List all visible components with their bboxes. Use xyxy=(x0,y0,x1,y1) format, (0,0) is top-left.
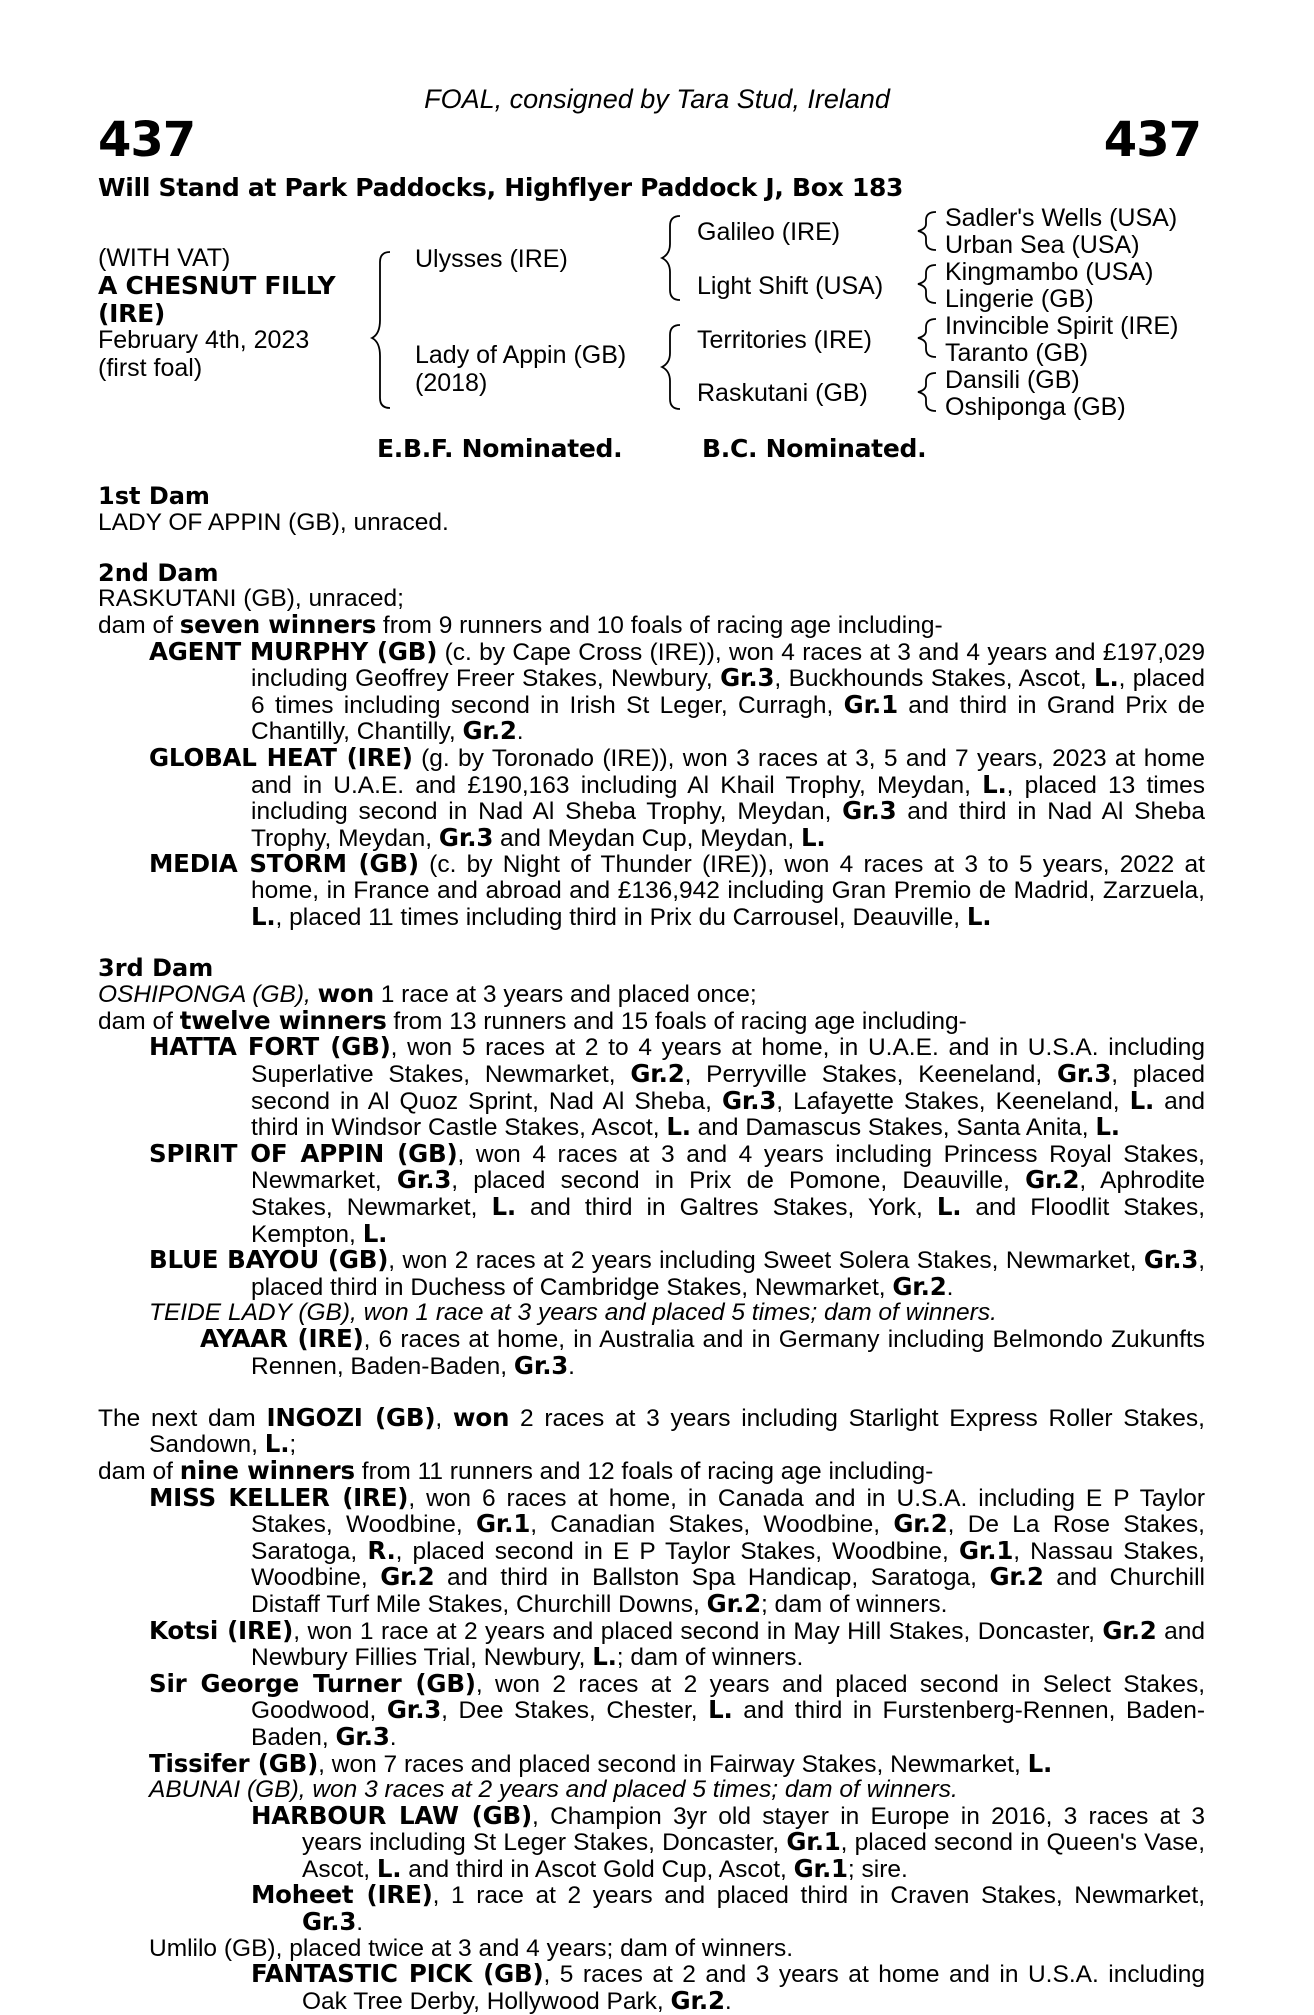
lot-number-right: 437 xyxy=(1103,112,1201,168)
progeny-ayaar: AYAAR (IRE), 6 races at home, in Australia and in Germany including Belmondo Zukunfts Rennen, Baden-Baden, Gr.3. xyxy=(200,1324,1205,1380)
ebf-nomination: E.B.F. Nominated. xyxy=(377,434,623,463)
progeny-kotsi: Kotsi (IRE), won 1 race at 2 years and placed second in May Hill Stakes, Doncaster, Gr.2 and Newbury Fillies Trial, Newbury, L.; dam of winners. xyxy=(149,1615,1205,1672)
horse-name: MEDIA STORM (GB) xyxy=(149,849,419,879)
horse-name: SPIRIT OF APPIN (GB) xyxy=(149,1138,458,1168)
horse-name: BLUE BAYOU (GB) xyxy=(149,1245,389,1275)
next-dam-line: The next dam INGOZI (GB), won 2 races at 3 years including Starlight Express Roller Stakes, Sandown, L.; xyxy=(98,1402,1205,1459)
pedigree-gg-3: Kingmambo (USA) xyxy=(945,258,1154,286)
second-dam-heading: 2nd Dam xyxy=(98,558,219,587)
progeny-fantastic-pick: FANTASTIC PICK (GB), 5 races at 2 and 3 years at home and in U.S.A. including Oak Tree Derby, Hollywood Park, Gr.2. xyxy=(251,1959,1205,2015)
pedigree-sire: Ulysses (IRE) xyxy=(415,245,568,273)
second-dam-produce-summary: dam of seven winners from 9 runners and 10 foals of racing age including- xyxy=(98,609,943,639)
pedigree-gg-6: Taranto (GB) xyxy=(945,339,1089,367)
consignment-line: FOAL, consigned by Tara Stud, Ireland xyxy=(424,84,890,114)
second-dam-line: RASKUTANI (GB), unraced; xyxy=(98,585,404,613)
horse-vat: (WITH VAT) xyxy=(98,244,231,272)
catalogue-body xyxy=(98,484,1205,2014)
horse-name: Tissifer (GB) xyxy=(149,1748,319,1778)
horse-name: Kotsi (IRE) xyxy=(149,1615,294,1645)
pedigree-dam: Lady of Appin (GB) xyxy=(415,341,627,369)
pedigree-dam-dam: Raskutani (GB) xyxy=(697,379,868,407)
progeny-spirit-of-appin: SPIRIT OF APPIN (GB), won 4 races at 3 and 4 years including Princess Royal Stakes, Newmarket, Gr.3, placed second in Prix de Pomone, Deauville, Gr.2, Aphrodite Stakes, Newmarket, L. and third in Galtres Stakes, York, L. and Floodlit Stakes, Kempton, L. xyxy=(149,1138,1206,1248)
horse-name: AYAAR (IRE) xyxy=(200,1324,364,1353)
pedigree-gg-5: Invincible Spirit (IRE) xyxy=(945,312,1179,340)
horse-name: HATTA FORT (GB) xyxy=(149,1032,391,1062)
third-dam-heading: 3rd Dam xyxy=(98,953,214,982)
pedigree-dam-sire: Territories (IRE) xyxy=(697,326,873,354)
bc-nomination: B.C. Nominated. xyxy=(702,434,927,463)
stand-location: Will Stand at Park Paddocks, Highflyer Paddock J, Box 183 xyxy=(98,173,904,202)
pedigree-sire-dam: Light Shift (USA) xyxy=(697,272,884,300)
progeny-hatta-fort: HATTA FORT (GB), won 5 races at 2 to 4 years at home, in U.A.E. and in U.S.A. including Superlative Stakes, Newmarket, Gr.2, Perryville Stakes, Keeneland, Gr.3, placed second in Al Quoz Sprint, Nad Al Sheba, Gr.3, Lafayette Stakes, Keeneland, L. and third in Windsor Castle Stakes, Ascot, L. and Damascus Stakes, Santa Anita, L. xyxy=(149,1032,1206,1142)
progeny-moheet: Moheet (IRE), 1 race at 2 years and placed third in Craven Stakes, Newmarket, Gr.3. xyxy=(251,1880,1205,1937)
horse-foaling-date: February 4th, 2023 xyxy=(98,326,310,354)
progeny-teide-lady: TEIDE LADY (GB), won 1 race at 3 years and placed 5 times; dam of winners. xyxy=(149,1299,997,1327)
pedigree-sire-sire: Galileo (IRE) xyxy=(697,218,841,246)
progeny-sir-george-turner: Sir George Turner (GB), won 2 races at 2 years and placed second in Select Stakes, Goodwood, Gr.3, Dee Stakes, Chester, L. and third in Furstenberg-Rennen, Baden-Baden, Gr.3. xyxy=(149,1668,1206,1751)
progeny-agent-murphy: AGENT MURPHY (GB) (c. by Cape Cross (IRE)), won 4 races at 3 and 4 years and £197,029 including Geoffrey Freer Stakes, Newbury, Gr.3, Buckhounds Stakes, Ascot, L., placed 6 times including second in Irish St Leger, Curragh, Gr.1 and third in Grand Prix de Chantilly, Chantilly, Gr.2. xyxy=(149,636,1206,746)
first-dam-heading: 1st Dam xyxy=(98,482,210,510)
horse-name: Sir George Turner (GB) xyxy=(149,1668,476,1698)
progeny-media-storm: MEDIA STORM (GB) (c. by Night of Thunder (IRE)), won 4 races at 3 to 5 years, 2022 at home, in France and abroad and £136,942 including Gran Premio de Madrid, Zarzuela, L., placed 11 times including third in Prix du Carrousel, Deauville, L. xyxy=(149,849,1205,931)
next-dam-produce-summary: dam of nine winners from 11 runners and 12 foals of racing age including- xyxy=(98,1455,934,1485)
third-dam-produce-summary: dam of twelve winners from 13 runners and 15 foals of racing age including- xyxy=(98,1005,967,1035)
horse-description: A CHESNUT FILLY xyxy=(98,271,336,300)
third-dam-line: OSHIPONGA (GB), won 1 race at 3 years and placed once; xyxy=(98,979,757,1009)
horse-name: HARBOUR LAW (GB) xyxy=(251,1800,533,1830)
horse-name: GLOBAL HEAT (IRE) xyxy=(149,742,413,772)
horse-note: (first foal) xyxy=(98,354,203,382)
progeny-harbour-law: HARBOUR LAW (GB), Champion 3yr old stayer in Europe in 2016, 3 races at 3 years including St Leger Stakes, Doncaster, Gr.1, placed second in Queen's Vase, Ascot, L. and third in Ascot Gold Cup, Ascot, Gr.1; sire. xyxy=(251,1800,1205,1883)
progeny-miss-keller: MISS KELLER (IRE), won 6 races at home, in Canada and in U.S.A. including E P Taylor Stakes, Woodbine, Gr.1, Canadian Stakes, Woodbine, Gr.2, De La Rose Stakes, Saratoga, R., placed second in E P Taylor Stakes, Woodbine, Gr.1, Nassau Stakes, Woodbine, Gr.2 and third in Ballston Spa Handicap, Saratoga, Gr.2 and Churchill Distaff Turf Mile Stakes, Churchill Downs, Gr.2; dam of winners. xyxy=(149,1482,1205,1618)
pedigree-dam-year: (2018) xyxy=(415,369,488,397)
progeny-global-heat: GLOBAL HEAT (IRE) (g. by Toronado (IRE)), won 3 races at 3, 5 and 7 years, 2023 at home and in U.A.E. and £190,163 including Al Khail Trophy, Meydan, L., placed 13 times including second in Nad Al Sheba Trophy, Meydan, Gr.3 and third in Nad Al Sheba Trophy, Meydan, Gr.3 and Meydan Cup, Meydan, L. xyxy=(149,742,1205,852)
horse-name: FANTASTIC PICK (GB) xyxy=(251,1959,544,1989)
pedigree-gg-1: Sadler's Wells (USA) xyxy=(945,204,1178,232)
pedigree-gg-2: Urban Sea (USA) xyxy=(945,231,1140,259)
horse-name: AGENT MURPHY (GB) xyxy=(149,636,438,666)
progeny-abunai: ABUNAI (GB), won 3 races at 2 years and placed 5 times; dam of winners. xyxy=(149,1776,958,1804)
horse-description-country: (IRE) xyxy=(98,299,165,328)
horse-name: MISS KELLER (IRE) xyxy=(149,1482,409,1512)
pedigree-gg-8: Oshiponga (GB) xyxy=(945,393,1126,421)
pedigree-gg-7: Dansili (GB) xyxy=(945,366,1080,394)
pedigree-gg-4: Lingerie (GB) xyxy=(945,285,1094,313)
progeny-umlilo: Umlilo (GB), placed twice at 3 and 4 years; dam of winners. xyxy=(149,1934,794,1962)
progeny-blue-bayou: BLUE BAYOU (GB), won 2 races at 2 years including Sweet Solera Stakes, Newmarket, Gr.3, placed third in Duchess of Cambridge Stakes, Newmarket, Gr.2. xyxy=(149,1245,1205,1301)
first-dam-text: LADY OF APPIN (GB), unraced. xyxy=(98,508,449,536)
progeny-tissifer: Tissifer (GB), won 7 races and placed second in Fairway Stakes, Newmarket, L. xyxy=(149,1748,1053,1778)
lot-number-left: 437 xyxy=(98,112,196,168)
horse-name: Moheet (IRE) xyxy=(251,1880,433,1910)
